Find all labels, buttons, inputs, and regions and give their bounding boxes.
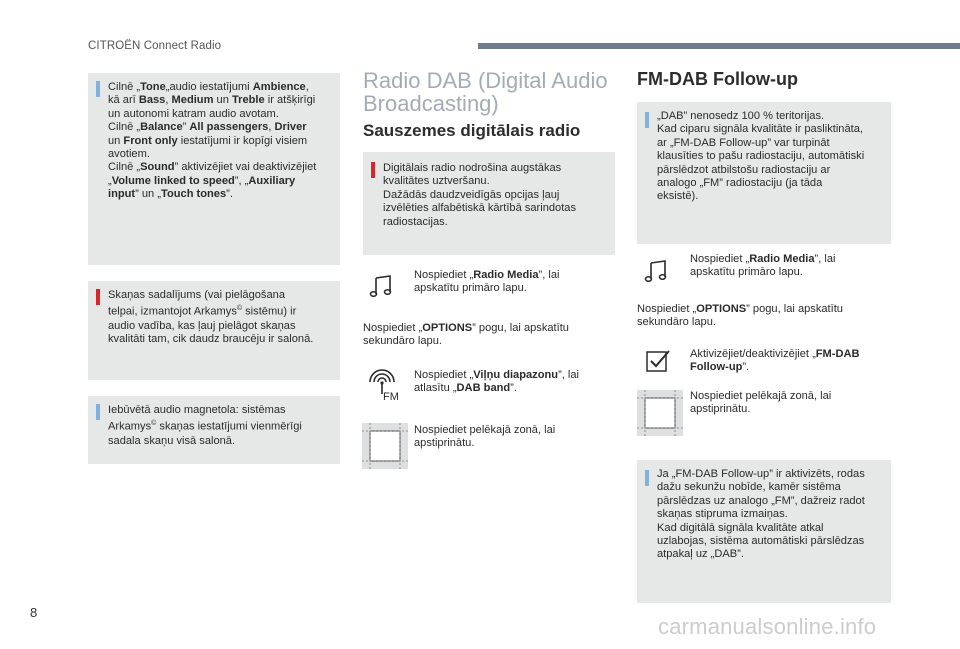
built-in-audio-info-box xyxy=(88,396,340,464)
section-title-dab: Radio DAB (Digital Audio Broadcasting) xyxy=(363,68,608,116)
digital-radio-text: Digitālais radio nodrošina augstākas kvalitātes uztveršanu. Dažādās daudzveidīgās opcijas ļauj izvēlēties alfabētiskā kārtībā sarindotas radiostacijas. xyxy=(383,162,577,228)
fm-dab-info-text: „DAB” nenosedz 100 % teritorijas. Kad ciparu signāla kvalitāte ir pasliktināta, ar „FM-DAB Follow-up” var turpināt klausīties to pašu radiostaciju, automātiski pārslēdzot atbilstošu radiostaciju ar analogo „FM” radiostaciju (ja tāda eksistē). xyxy=(657,110,865,203)
radio-band-icon-label: FM xyxy=(383,391,399,402)
checkbox-checked-icon xyxy=(645,348,671,374)
info-marker-icon xyxy=(96,81,100,97)
section-title-fm-dab: FM-DAB Follow-up xyxy=(637,69,798,89)
fm-dab-info-box xyxy=(637,102,891,244)
warning-marker-icon xyxy=(96,289,100,305)
fm-dab-step-radio-media: Nospiediet „Radio Media”, lai apskatītu primāro lapu. xyxy=(690,253,836,279)
fm-dab-step-options: Nospiediet „OPTIONS” pogu, lai apskatītu sekundāro lapu. xyxy=(637,303,843,329)
fm-dab-delay-text: Ja „FM-DAB Follow-up” ir aktivizēts, rodas dažu sekunžu nobīde, kamēr sistēma pārslēdzas uz analogo „FM”, dažreiz radot skaņas stipruma izmaiņas. Kad digitālā signāla kvalitāte atkal uzlabojas, sistēma automātiski pārslēdzas atpakaļ uz „DAB”. xyxy=(657,468,865,561)
page-number: 8 xyxy=(30,605,38,620)
sound-distribution-warning-box xyxy=(88,281,340,380)
dab-step-options: Nospiediet „OPTIONS” pogu, lai apskatītu sekundāro lapu. xyxy=(363,322,569,348)
audio-settings-info-box xyxy=(88,73,340,265)
grey-zone-icon xyxy=(362,423,408,469)
info-marker-icon xyxy=(645,112,649,128)
digital-radio-warning-box xyxy=(363,152,615,255)
music-note-icon xyxy=(368,274,394,298)
info-marker-icon xyxy=(645,470,649,486)
warning-marker-icon xyxy=(371,162,375,178)
dab-step-confirm: Nospiediet pelēkajā zonā, lai apstiprinātu. xyxy=(414,424,556,450)
subsection-title-digital-radio: Sauszemes digitālais radio xyxy=(363,121,581,140)
radio-band-icon xyxy=(366,366,406,402)
sound-distribution-text: Skaņas sadalījums (vai pielāgošana telpai, izmantojot Arkamys© sistēmu) ir audio vadība, kas ļauj pielāgot skaņas kvalitāti tam, cik daudz braucēju ir salonā. xyxy=(108,289,314,345)
header-bar xyxy=(478,43,960,49)
watermark: carmanualsonline.info xyxy=(658,614,877,639)
built-in-audio-text: Iebūvētā audio magnetola: sistēmas Arkamys© skaņas iestatījumi vienmērīgi sadala skaņu visā salonā. xyxy=(108,404,302,447)
music-note-icon xyxy=(643,259,669,283)
running-header: CITROËN Connect Radio xyxy=(88,40,222,52)
grey-zone-icon xyxy=(637,390,683,436)
info-marker-icon xyxy=(96,404,100,420)
audio-settings-text: Cilnē „Tone„audio iestatījumi Ambience, kā arī Bass, Medium un Treble ir atšķirīgi un autonomi katram audio avotam. Cilnē „Balance” All passengers, Driver un Front only iestatījumi ir kopīgi visiem avotiem. Cilnē „Sound” aktivizējiet vai deaktivizējiet „Volume linked to speed”, „Auxiliary input” un „Touch tones”. xyxy=(108,81,317,201)
fm-dab-delay-info-box xyxy=(637,460,891,603)
fm-dab-step-toggle: Aktivizējiet/deaktivizējiet „FM-DAB Follow-up”. xyxy=(690,348,860,374)
dab-step-radio-media: Nospiediet „Radio Media”, lai apskatītu primāro lapu. xyxy=(414,269,560,295)
fm-dab-step-confirm: Nospiediet pelēkajā zonā, lai apstiprinātu. xyxy=(690,390,832,416)
dab-step-band: Nospiediet „Viļņu diapazonu”, lai atlasītu „DAB band”. xyxy=(414,369,580,395)
